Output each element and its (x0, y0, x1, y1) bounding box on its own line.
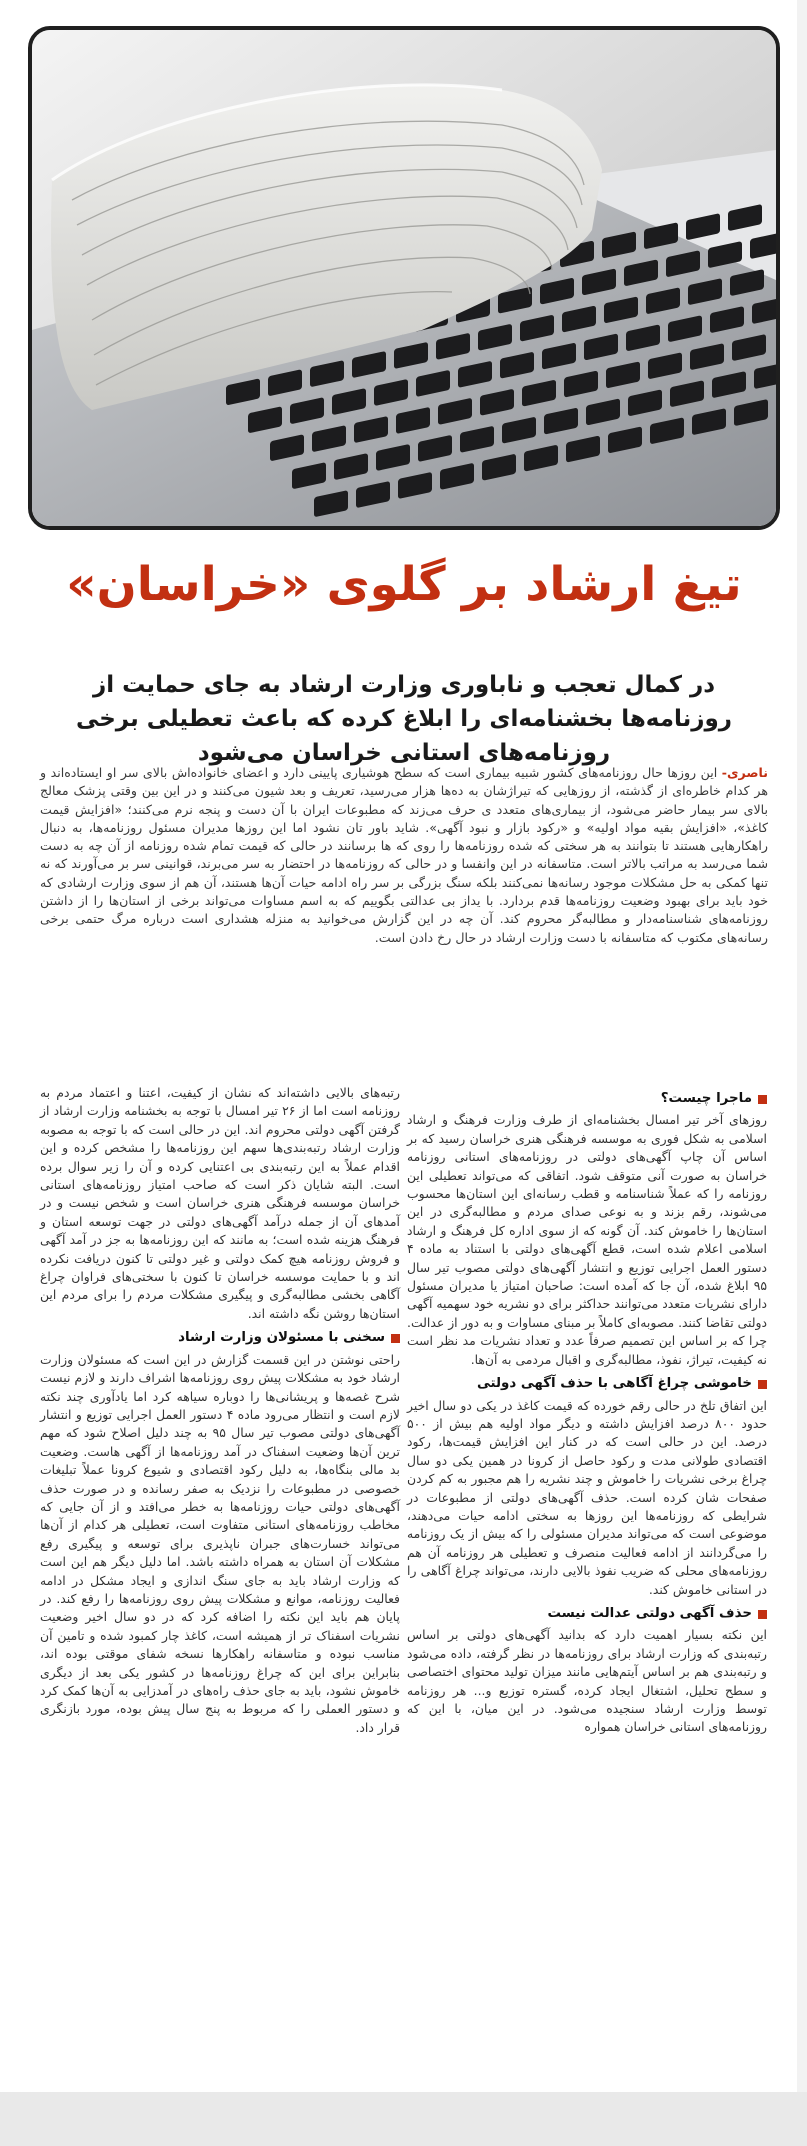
intro-text: این روزها حال روزنامه‌های کشور شبیه بیماری است که سطح هوشیاری پایینی دارد و اعضای خانواده‌اش بالای سر او ایستاده‌اند و هر کدام خاطره‌ای از گذشته، از روزهایی که تیراژشان به ده‌ها هزار می‌رسید، تعریف و بعد شیون می‌کنند و در این بین وقتی پزشک معالج بالای سر بیمار حاضر می‌شود، از بیماری‌های متعدد ی حرف می‌زند که مطبوعات ایران با آن دست و پنجه نرم می‌کنند؛ «افزایش قیمت کاغذ»، «افزایش بقیه مواد اولیه» و «رکود بازار و نبود آگهی». شاید باور تان نشود اما این روزها مدیران مسئول روزنامه‌ها، به دنبال راهکارهایی هستند تا بتوانند به هر سختی که شده روزنامه‌ها را روی که ها برسانند در حالی که قیمت تمام شده روزنامه از آن چه به دست شما می‌رسد به مراتب بالاتر است. متاسفانه در این وانفسا و در حالی که روزنامه‌ها در احتضار به سر می‌برند، قوانینی سر بر می‌آورند که نه تنها کمکی به حل مشکلات موجود رسانه‌ها نمی‌کنند بلکه سنگ بزرگی بر سر راه ادامه حیات آن‌ها هستند، آن هم از سوی وزارت ارشادی که خود باید برای بهبود وضعیت روزنامه‌ها قدم بردارد. با یداز بی عدالتی بگوییم که به اسم مساوات می‌تواند برخی از استان‌ها را از داشتن روزنامه‌های شناسنامه‌دار و مطالبه‌گر محروم کند. آن چه در این گزارش می‌خوانید به منزله هشداری است درباره مرگ حتمی برخی رسانه‌های مکتوب که متاسفانه با دست وزارت ارشاد در حال رخ دادن است. (40, 765, 768, 945)
section-body: روزهای آخر تیر امسال بخشنامه‌ای از طرف وزارت فرهنگ و ارشاد اسلامی به شکل فوری به موسسه فرهنگی هنری خراسان رسید که بر اساس آن چاپ آگهی‌های دولتی در روزنامه‌های استانی روزنامه خراسان به صورت آنی متوقف شود. اتفاقی که می‌تواند تعطیلی این روزنامه را که عملاً شناسنامه و قطب رسانه‌ای این استان‌ها محسوب می‌شوند، رقم بزند و به نوعی صدای مردم و مطالبه‌گری در این استان‌ها را خاموش کند. آن گونه که از سوی اداره کل فرهنگ و ارشاد اسلامی اعلام شده است، قطع آگهی‌های دولتی با استناد به ماده ۴ دستور العمل اجرایی توزیع و انتشار آگهی‌های دولتی مصوب تیر سال ۹۵ ابلاغ شده، آن جا که آمده است: صاحبان امتیاز یا مدیران مسئول دارای نشریات متعدد می‌توانند حداکثر برای دو نشریه خود سهمیه آگهی دولتی تقاضا کنند. مصوبه‌ای کاملاً بر مبنای مساوات و به دور از عدالت. چرا که بر اساس این تصمیم صرفاً عدد و تعداد نشریات مد نظر است نه کیفیت، تیراژ، نفوذ، مطالبه‌گری و اقبال مردمی به آن‌ها. (407, 1112, 767, 1367)
left-column (40, 1084, 400, 1741)
square-bullet-icon (758, 1095, 767, 1104)
right-column (407, 1084, 767, 1741)
section-title-text: سخنی با مسئولان وزارت ارشاد (178, 1330, 385, 1346)
article-photo (28, 26, 780, 530)
section-title-text: ماجرا چیست؟ (660, 1091, 752, 1106)
intro-lead: ناصری- (721, 765, 768, 780)
section-title (407, 1090, 767, 1108)
section-body: این نکته بسیار اهمیت دارد که بدانید آگهی‌های دولتی بر اساس رتبه‌بندی که وزارت ارشاد برای روزنامه‌ها در نظر گرفته، داده می‌شود و رتبه‌بندی هم بر اساس آیتم‌هایی مانند میزان تولید محتوای اختصاصی و سطح تحلیل، اشتغال ایجاد کرده، گستره توزیع و... هر روزنامه توسط وزارت ارشاد سنجیده می‌شود. در این میان، با این که روزنامه‌های استانی خراسان همواره (407, 1627, 767, 1735)
section-body: این اتفاق تلخ در حالی رقم خورده که قیمت کاغذ در یکی دو سال اخیر حدود ۸۰۰ درصد افزایش داشته و دیگر مواد اولیه هم بیش از ۵۰۰ درصد. این در حالی است که در کنار این افزایش قیمت‌ها، رکود اقتصادی طولانی مدت و رکود حاصل از کرونا در همین یکی دو سال چراغ برخی نشریات را خاموش و چند نشریه را هم مجبور به کم کردن صفحات شان کرده است. حذف آگهی‌های دولتی از مطبوعات در شرایطی که روزنامه‌ها این روزها به سختی ادامه حیات می‌دهند، موضوعی است که می‌تواند مدیران مسئولی را که بیش از یک روزنامه را می‌گردانند از ادامه فعالیت منصرف و تعطیلی هر روزنامه آن هم روزنامه‌های محلی که ضریب نفوذ بالایی دارند، می‌تواند چراغ آگاهی را در استانی خاموش کند. (407, 1397, 768, 1597)
square-bullet-icon (391, 1334, 400, 1343)
square-bullet-icon (758, 1610, 767, 1619)
intro-paragraph (40, 764, 768, 947)
section-title-text: خاموشی چراغ آگاهی با حذف آگهی دولتی (476, 1376, 752, 1392)
square-bullet-icon (758, 1380, 767, 1389)
section-title (407, 1605, 767, 1623)
section-title (40, 1329, 400, 1347)
section-body: رتبه‌های بالایی داشته‌اند که نشان از کیفیت، اعتنا و اعتماد مردم به روزنامه است اما از ۲۶ تیر امسال با توجه به بخشنامه وزارت ارشاد از گرفتن آگهی دولتی محروم اند. این در حالی است که با توجه به مصوبه وزارت ارشاد رتبه‌بندی‌ها سهم این روزنامه‌ها را مشخص کرده و این اقدام عملاً به این رتبه‌بندی بی اعتنایی کرده و آن را زیر سوال برده است. البته شایان ذکر است که صاحب امتیاز روزنامه‌های استانی خراسان موسسه فرهنگی هنری خراسان است و شخص نیست و در آمدهای آن از جمله درآمد آگهی‌های دولتی در جهت توسعه استان و فرهنگ هزینه شده است؛ به مانند که این روزنامه‌ها به جز در آمد آگهی و فروش روزنامه هیچ کمک دولتی و غیر دولتی تا کنون دریافت نکرده اند و با حمایت موسسه خراسان تا کنون با سختی‌های فراوان چراغ آگاهی بخشی مطالبه‌گری و پیگیری مشکلات مردم را برای مردم این استان‌ها روشن نگه داشته اند. (40, 1085, 401, 1321)
page-edge-strip (797, 0, 807, 2146)
newspapers-on-laptop-image (32, 30, 776, 526)
page-footer-band (0, 2092, 807, 2146)
section-title (407, 1375, 767, 1393)
section-body: راحتی نوشتن در این قسمت گزارش در این است که مسئولان وزارت ارشاد خود به مشکلات پیش روی روزنامه‌ها اشراف دارند و لازم نیست شرح غصه‌ها و پریشانی‌ها را دوباره سیاهه کرد اما یادآوری چند نکته لازم است و انتظار می‌رود ماده ۴ دستور العمل اجرایی توزیع و انتشار آگهی‌های دولتی مصوب تیر سال ۹۵ به چند دلیل اصلاح شود که مهم ترین آن‌ها وضعیت اسفناک در آمد روزنامه‌ها از آگهی هاست. وضعیت بد مالی بنگاه‌ها، به دلیل رکود اقتصادی و شیوع کرونا عملاً تبلیغات خصوصی در مطبوعات را نزدیک به صفر رسانده و در صورت حذف آگهی‌های دولتی حیات روزنامه‌ها به خطر می‌افتد و از آن جایی که مخاطب روزنامه‌های استانی متفاوت است، تعطیلی هر کدام از آن‌ها می‌تواند خسارت‌های جبران ناپذیری برای توسعه و پیگیری رفع مشکلات آن استان به همراه داشته باشد. اما دلیل دیگر هم این است که وزارت ارشاد باید به جای سنگ اندازی و ایجاد مشکل در ادامه فعالیت روزنامه، موانع و مشکلات پیش روی روزنامه‌ها را رفع کند. در پایان هم باید این نکته را اضافه کرد که در دو سال اخیر وضعیت نشریات اسفناک تر از همیشه است، کاغذ چار کمبود شده و تامین آن مناسب نبوده و متاسفانه راهکارها نسخه شفای موقتی بوده اند، بنابراین برای این که چراغ روزنامه‌ها در کشور یکی بعد از دیگری خاموش نشود، باید به جای حذف راه‌های در آمدزایی به آن‌ها کمک کرد و دستور العملی را که مربوط به پنج سال پیش بوده، مورد بازنگری قرار داد. (40, 1351, 400, 1735)
section-title-text: حذف آگهی دولتی عدالت نیست (547, 1605, 752, 1621)
headline: تیغ ارشاد بر گلوی «خراسان» (66, 557, 742, 612)
subheading: در کمال تعجب و ناباوری وزارت ارشاد به جای حمایت از روزنامه‌ها بخشنامه‌ای را ابلاغ کرده که باعث تعطیلی برخی روزنامه‌های استانی خراسان می‌شود (75, 672, 733, 766)
